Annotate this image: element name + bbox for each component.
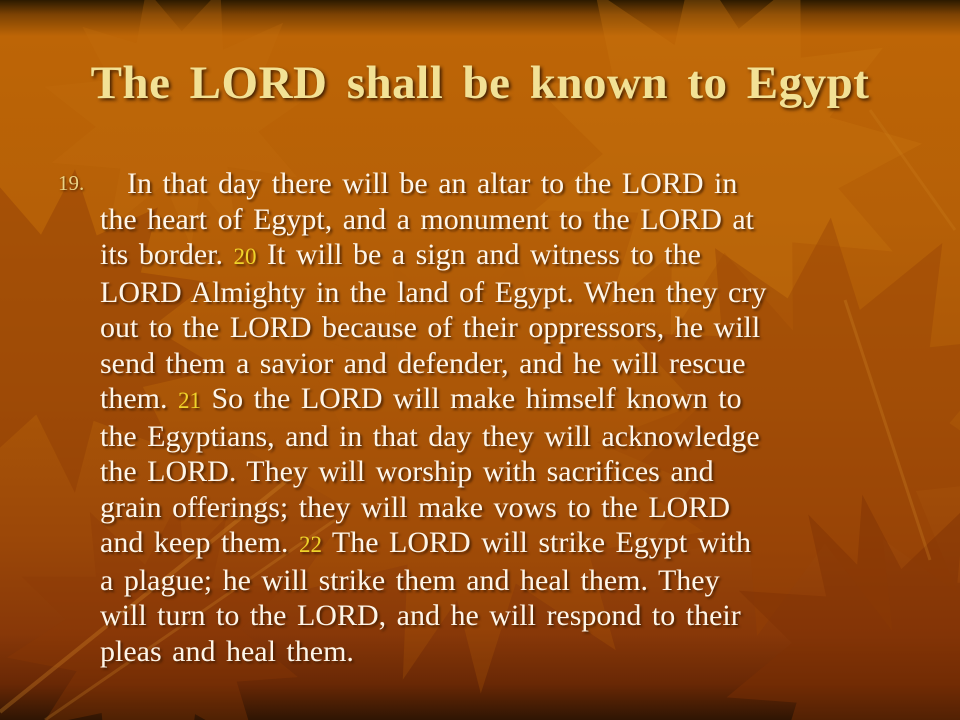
verse-text: a plague; he will strike them and heal them. They — [100, 563, 720, 597]
verse-text: grain offerings; they will make vows to the LORD — [100, 490, 731, 524]
verse-text: the LORD. They will worship with sacrifices and — [100, 455, 714, 488]
body-line — [100, 454, 898, 490]
verse-text: pleas and heal them. — [100, 634, 354, 668]
verse-text: In that day there will be an altar to the LORD in — [127, 167, 738, 200]
body-line — [100, 634, 898, 670]
verse-text: and keep them. — [100, 526, 299, 559]
verse-number: 22 — [298, 532, 322, 557]
scripture-text-block — [58, 166, 898, 669]
body-line — [100, 381, 898, 419]
verse-text: its border. — [100, 238, 234, 271]
body-line — [100, 563, 898, 599]
body-line — [100, 310, 898, 346]
body-line — [100, 202, 898, 238]
body-line — [100, 490, 898, 526]
verse-text: send them a savior and defender, and he will rescue — [100, 346, 746, 380]
body-line — [100, 598, 898, 634]
verse-text: the heart of Egypt, and a monument to the LORD at — [100, 202, 755, 236]
verse-text: the Egyptians, and in that day they will acknowledge — [100, 419, 760, 453]
verse-text: will turn to the LORD, and he will respond to their — [100, 599, 741, 632]
verse-text: It will be a sign and witness to the — [256, 238, 701, 271]
verse-text: So the LORD will make himself known to — [201, 382, 742, 415]
body-line — [100, 346, 898, 382]
body-line — [100, 419, 898, 455]
body-line — [100, 525, 898, 563]
verse-text: The LORD will strike Egypt with — [321, 526, 752, 559]
body-line — [100, 166, 898, 202]
list-number: 19. — [58, 171, 85, 195]
verse-text: them. — [100, 382, 178, 415]
verse-number: 20 — [233, 244, 257, 269]
body-line — [100, 237, 898, 275]
verse-text: out to the LORD because of their oppressors, he will — [100, 311, 761, 344]
body-line — [100, 275, 898, 311]
scripture-lines — [100, 166, 898, 669]
verse-text: LORD Almighty in the land of Egypt. When they cry — [100, 275, 767, 309]
verse-number: 21 — [178, 388, 201, 413]
slide-title: The LORD shall be known to Egypt — [90, 57, 870, 109]
